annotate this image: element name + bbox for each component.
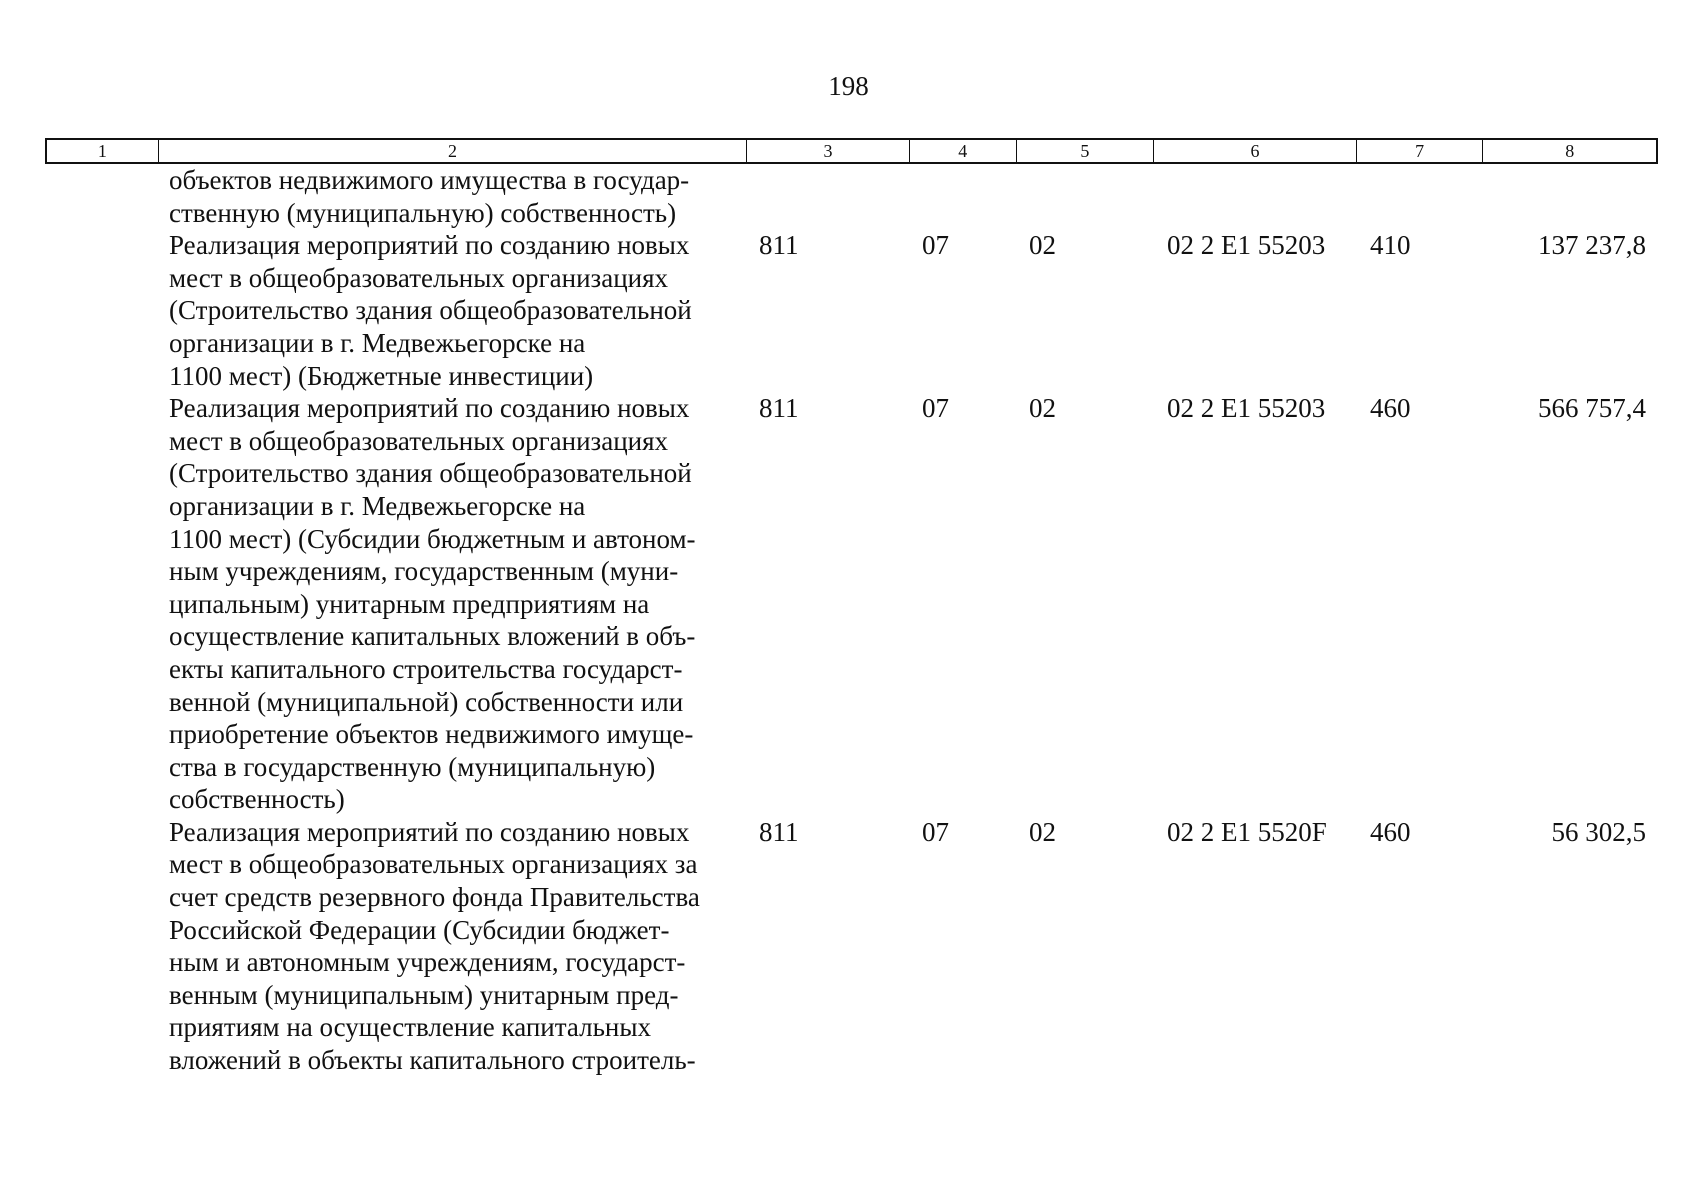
table-header (45, 138, 1658, 164)
description-line: Российской Федерации (Субсидии бюджет- (169, 914, 670, 945)
cell-target-article: 02 2 E1 55203 (1167, 393, 1326, 424)
table-row (45, 229, 1658, 392)
description-line: мест в общеобразовательных организациях (169, 262, 669, 293)
cell-description (157, 392, 747, 816)
description-line: мест в общеобразовательных организациях за (169, 849, 698, 880)
table-body (45, 164, 1658, 1077)
header-col-3: 3 (747, 140, 910, 162)
cell-ministry-code: 811 (759, 816, 799, 847)
cell-amount: 566 757,4 (1538, 393, 1646, 424)
header-col-1: 1 (47, 140, 159, 162)
description-line: 1100 мест) (Бюджетные инвестиции) (169, 360, 594, 391)
page-number: 198 (828, 71, 869, 101)
description-line: ным и автономным учреждениям, государст- (169, 947, 686, 978)
description-line: 1100 мест) (Субсидии бюджетным и автоном- (169, 523, 696, 554)
cell-section: 07 (922, 393, 949, 424)
description-line: приятиям на осуществление капитальных (169, 1012, 651, 1043)
cell-description (157, 229, 747, 392)
description-line: Реализация мероприятий по созданию новых (169, 230, 690, 261)
description-line: объектов недвижимого имущества в государ- (169, 165, 690, 195)
description-line: ственную (муниципальную) собственность) (169, 197, 677, 228)
cell-amount: 56 302,5 (1551, 816, 1646, 847)
description-line: мест в общеобразовательных организациях (169, 425, 669, 456)
description-line: организации в г. Медвежьегорске на (169, 490, 586, 521)
description-line: собственность) (169, 784, 345, 815)
cell-ministry-code: 811 (759, 393, 799, 424)
description-line: ства в государственную (муниципальную) (169, 751, 656, 782)
header-col-4: 4 (910, 140, 1017, 162)
description-line: вложений в объекты капитального строитель- (169, 1045, 696, 1076)
cell-ministry-code: 811 (759, 230, 799, 261)
description-line: счет средств резервного фонда Правительства (169, 882, 700, 913)
description-line: венной (муниципальной) собственности или (169, 686, 684, 717)
cell-description (157, 164, 747, 229)
cell-description (157, 816, 747, 1077)
description-line: осуществление капитальных вложений в объ- (169, 621, 696, 652)
cell-subsection: 02 (1029, 816, 1056, 847)
description-line: ципальным) унитарным предприятиям на (169, 588, 650, 619)
description-line: Реализация мероприятий по созданию новых (169, 393, 690, 424)
description-line: (Строительство здания общеобразовательной (169, 295, 692, 326)
header-col-2: 2 (159, 140, 748, 162)
cell-section: 07 (922, 230, 949, 261)
table-row (45, 164, 1658, 229)
description-line: приобретение объектов недвижимого имуще- (169, 719, 694, 750)
cell-amount: 137 237,8 (1538, 230, 1646, 261)
header-col-8: 8 (1565, 141, 1575, 161)
cell-target-article: 02 2 E1 55203 (1167, 230, 1326, 261)
description-line: Реализация мероприятий по созданию новых (169, 816, 690, 847)
description-line: организации в г. Медвежьегорске на (169, 327, 586, 358)
cell-subsection: 02 (1029, 230, 1056, 261)
cell-subsection: 02 (1029, 393, 1056, 424)
cell-section: 07 (922, 816, 949, 847)
header-col-6: 6 (1154, 140, 1357, 162)
header-col-7: 7 (1357, 140, 1484, 162)
table-row (45, 816, 1658, 1077)
cell-expense-type: 410 (1370, 230, 1411, 261)
table-row (45, 392, 1658, 816)
description-line: екты капитального строительства государст- (169, 653, 683, 684)
description-line: венным (муниципальным) унитарным пред- (169, 979, 679, 1010)
cell-target-article: 02 2 E1 5520F (1167, 816, 1327, 847)
description-line: ным учреждениям, государственным (муни- (169, 556, 679, 587)
description-line: (Строительство здания общеобразовательной (169, 458, 692, 489)
cell-expense-type: 460 (1370, 393, 1411, 424)
cell-expense-type: 460 (1370, 816, 1411, 847)
header-col-5: 5 (1017, 140, 1155, 162)
